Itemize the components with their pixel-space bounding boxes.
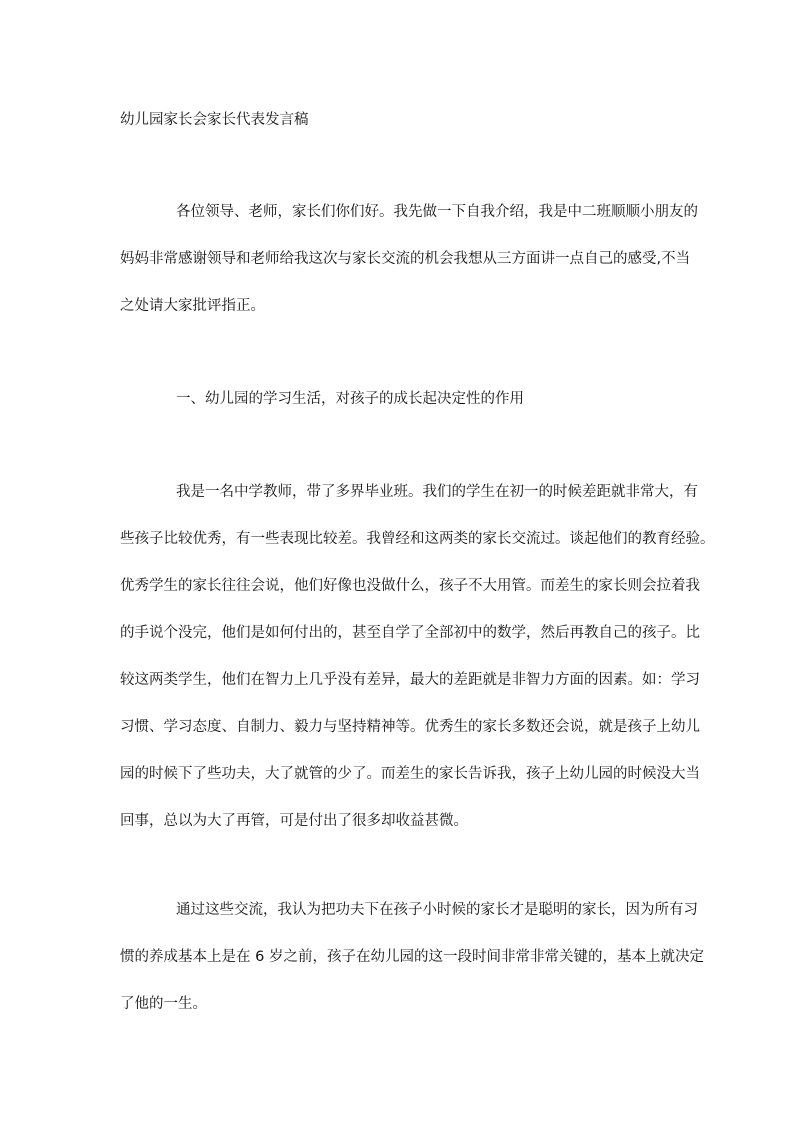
paragraph-1-line-1: 各位领导、老师，家长们你们好。我先做一下自我介绍，我是中二班顺顺小朋友的: [176, 204, 698, 220]
paragraph-2-line-6: 习惯、学习态度、自制力、毅力与坚持精神等。优秀生的家长多数还会说，就是孩子上幼儿: [120, 719, 700, 735]
paragraph-2-line-7: 园的时候下了些功夫，大了就管的少了。而差生的家长告诉我，孩子上幼儿园的时候没大当: [120, 766, 700, 782]
document-title: 幼儿园家长会家长代表发言稿: [120, 112, 309, 128]
paragraph-2-line-4: 的手说个没完，他们是如何付出的，甚至自学了全部初中的数学，然后再教自己的孩子。比: [120, 625, 700, 641]
paragraph-2-line-5: 较这两类学生，他们在智力上几乎没有差异，最大的差距就是非智力方面的因素。如：学习: [120, 672, 700, 688]
paragraph-1-line-3: 之处请大家批评指正。: [120, 298, 265, 314]
section-1-heading: 一、幼儿园的学习生活，对孩子的成长起决定性的作用: [176, 391, 524, 407]
paragraph-3-line-1: 通过这些交流，我认为把功夫下在孩子小时候的家长才是聪明的家长，因为所有习: [176, 902, 698, 918]
paragraph-3-line-3: 了他的一生。: [120, 996, 207, 1012]
paragraph-2-line-1: 我是一名中学教师，带了多界毕业班。我们的学生在初一的时候差距就非常大，有: [176, 484, 698, 500]
paragraph-3-line-2: 惯的养成基本上是在 6 岁之前，孩子在幼儿园的这一段时间非常非常关键的，基本上就决定: [120, 949, 704, 965]
paragraph-1-line-2: 妈妈非常感谢领导和老师给我这次与家长交流的机会我想从三方面讲一点自己的感受,不当: [120, 251, 691, 267]
paragraph-2-line-8: 回事，总以为大了再管，可是付出了很多却收益甚微。: [120, 813, 468, 829]
paragraph-2-line-2: 些孩子比较优秀，有一些表现比较差。我曾经和这两类的家长交流过。谈起他们的教育经验。: [120, 531, 715, 547]
paragraph-2-line-3: 优秀学生的家长往往会说，他们好像也没做什么，孩子不大用管。而差生的家长则会拉着我: [120, 578, 700, 594]
